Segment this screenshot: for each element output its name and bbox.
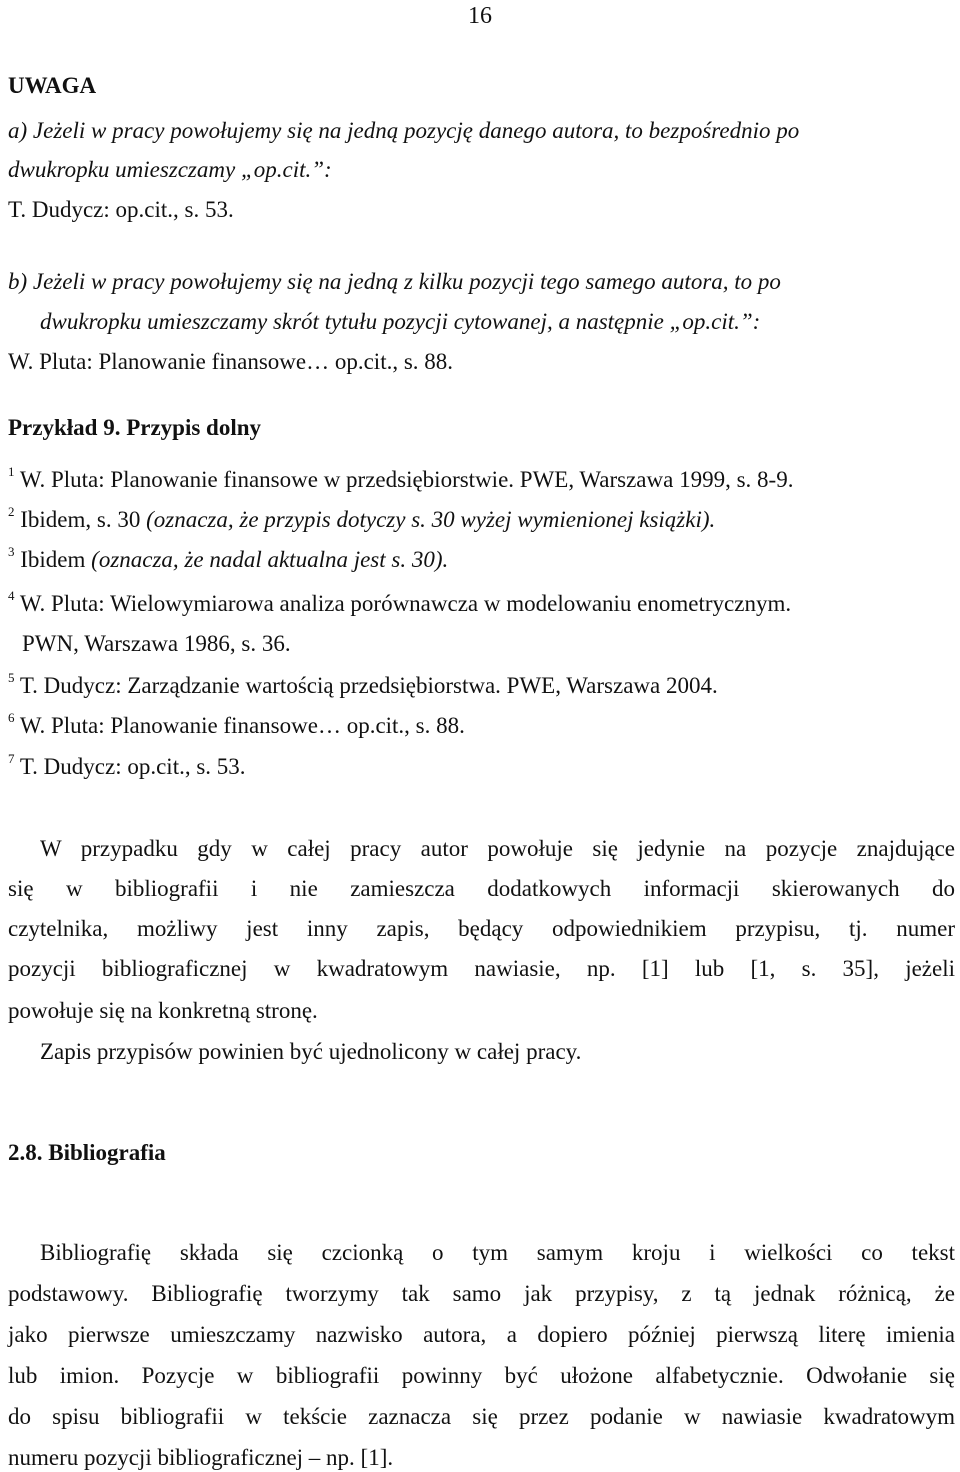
footnote-text: T. Dudycz: Zarządzanie wartością przedsiębiorstwa. PWE, Warszawa 2004. xyxy=(19,673,718,698)
bibliography-line-1: Bibliografię składa się czcionką o tym samym kroju i wielkości co tekst xyxy=(40,1240,955,1265)
footnote-text: W. Pluta: Wielowymiarowa analiza porównawcza w modelowaniu enometrycznym. xyxy=(19,591,792,616)
bibliography-line-2: podstawowy. Bibliografię tworzymy tak samo jak przypisy, z tą jednak różnicą, że xyxy=(8,1281,955,1306)
uwaga-heading: UWAGA xyxy=(8,73,97,98)
footnote-1 xyxy=(8,466,793,494)
footnote-4 xyxy=(8,590,791,618)
footnote-7 xyxy=(8,753,246,781)
footnote-number: 6 xyxy=(8,710,15,725)
footnote-number: 7 xyxy=(8,751,15,766)
footnote-3 xyxy=(8,546,448,574)
paragraph-1-line-1: W przypadku gdy w całej pracy autor powołuje się jedynie na pozycje znajdujące xyxy=(40,836,955,861)
footnote-text: T. Dudycz: op.cit., s. 53. xyxy=(19,754,246,779)
bibliography-line-6: numeru pozycji bibliograficznej – np. [1]. xyxy=(8,1445,394,1470)
footnote-text: W. Pluta: Planowanie finansowe w przedsiębiorstwie. PWE, Warszawa 1999, s. 8-9. xyxy=(19,467,794,492)
uwaga-a-line1: a) Jeżeli w pracy powołujemy się na jedną pozycję danego autora, to bezpośrednio po xyxy=(8,118,800,143)
footnote-2 xyxy=(8,506,715,534)
footnote-note: (oznacza, że nadal aktualna jest s. 30). xyxy=(91,547,449,572)
uwaga-b-line2: dwukropku umieszczamy skrót tytułu pozycji cytowanej, a następnie „op.cit.”: xyxy=(40,309,761,334)
footnote-number: 5 xyxy=(8,670,15,685)
footnote-4-continued: PWN, Warszawa 1986, s. 36. xyxy=(22,631,291,656)
footnote-6 xyxy=(8,712,465,740)
uwaga-b-example: W. Pluta: Planowanie finansowe… op.cit., s. 88. xyxy=(8,349,454,374)
bibliography-line-5: do spisu bibliografii w tekście zaznacza się przez podanie w nawiasie kwadratowym xyxy=(8,1404,955,1429)
uwaga-b-line1: b) Jeżeli w pracy powołujemy się na jedną z kilku pozycji tego samego autora, to po xyxy=(8,269,781,294)
footnote-note: (oznacza, że przypis dotyczy s. 30 wyżej wymienionej książki). xyxy=(146,507,716,532)
footnote-5 xyxy=(8,672,718,700)
footnote-number: 1 xyxy=(8,464,15,479)
paragraph-1-line-5: powołuje się na konkretną stronę. xyxy=(8,998,318,1023)
paragraph-1-line-3: czytelnika, możliwy jest inny zapis, będący odpowiednikiem przypisu, tj. numer xyxy=(8,916,955,941)
page-number: 16 xyxy=(468,3,492,29)
footnote-number: 4 xyxy=(8,588,15,603)
uwaga-a-example: T. Dudycz: op.cit., s. 53. xyxy=(8,197,234,222)
section-heading: 2.8. Bibliografia xyxy=(8,1140,166,1165)
footnote-number: 3 xyxy=(8,544,15,559)
footnote-text: W. Pluta: Planowanie finansowe… op.cit., s. 88. xyxy=(19,713,465,738)
bibliography-line-3: jako pierwsze umieszczamy nazwisko autora, a dopiero później pierwszą literę imienia xyxy=(8,1322,955,1347)
footnote-text: Ibidem, s. 30 xyxy=(20,507,147,532)
paragraph-1-line-4: pozycji bibliograficznej w kwadratowym nawiasie, np. [1] lub [1, s. 35], jeżeli xyxy=(8,956,955,981)
footnote-text: Ibidem xyxy=(20,547,92,572)
bibliography-line-4: lub imion. Pozycje w bibliografii powinny być ułożone alfabetycznie. Odwołanie się xyxy=(8,1363,955,1388)
footnote-number: 2 xyxy=(8,504,15,519)
paragraph-1-line-2: się w bibliografii i nie zamieszcza dodatkowych informacji skierowanych do xyxy=(8,876,955,901)
paragraph-2: Zapis przypisów powinien być ujednolicony w całej pracy. xyxy=(40,1039,582,1064)
example-heading: Przykład 9. Przypis dolny xyxy=(8,415,262,440)
uwaga-a-line2: dwukropku umieszczamy „op.cit.”: xyxy=(8,157,332,182)
